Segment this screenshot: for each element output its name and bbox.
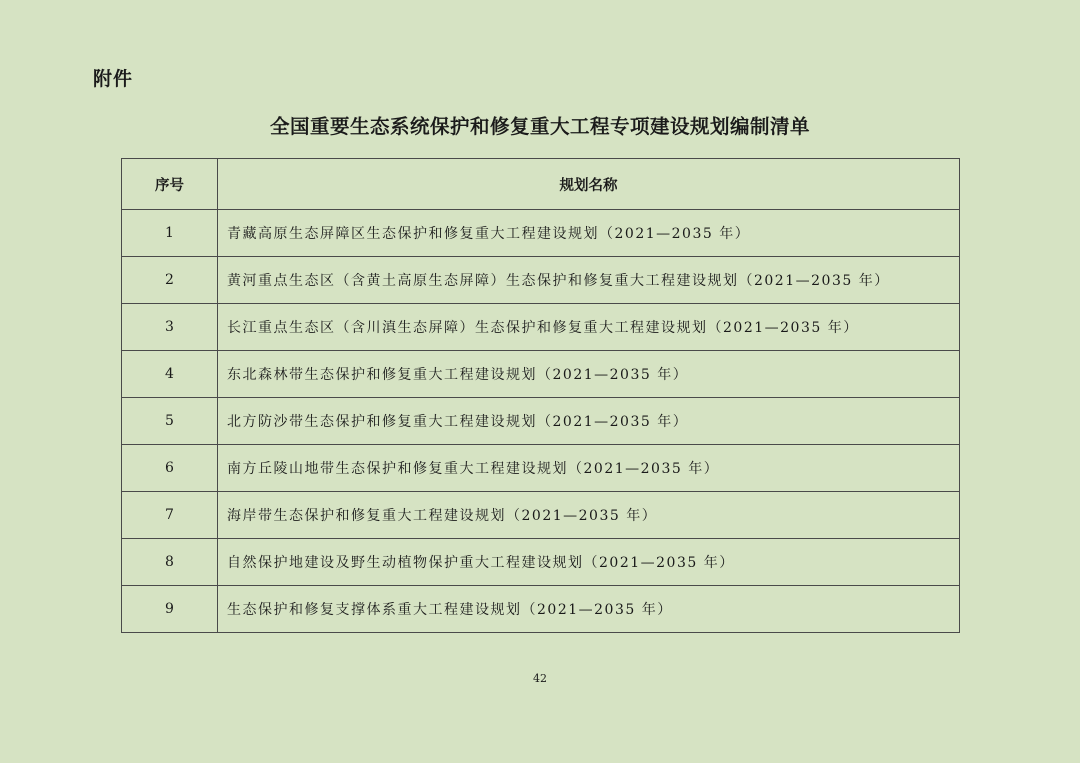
plan-name: 自然保护地建设及野生动植物保护重大工程建设规划（2021—2035 年） bbox=[218, 539, 960, 586]
row-number: 7 bbox=[122, 492, 218, 539]
page-number: 42 bbox=[533, 672, 547, 685]
row-number: 5 bbox=[122, 398, 218, 445]
document-title: 全国重要生态系统保护和修复重大工程专项建设规划编制清单 bbox=[269, 115, 810, 138]
plan-name: 生态保护和修复支撑体系重大工程建设规划（2021—2035 年） bbox=[218, 586, 960, 633]
table-header-row bbox=[122, 159, 960, 210]
table-row bbox=[122, 492, 960, 539]
row-number: 3 bbox=[122, 304, 218, 351]
table-row bbox=[122, 304, 960, 351]
attachment-label: 附件 bbox=[93, 68, 134, 90]
plan-name: 南方丘陵山地带生态保护和修复重大工程建设规划（2021—2035 年） bbox=[218, 445, 960, 492]
table-row bbox=[122, 351, 960, 398]
row-number: 4 bbox=[122, 351, 218, 398]
table-row bbox=[122, 210, 960, 257]
plan-name: 青藏高原生态屏障区生态保护和修复重大工程建设规划（2021—2035 年） bbox=[218, 210, 960, 257]
table-row bbox=[122, 257, 960, 304]
plan-name: 海岸带生态保护和修复重大工程建设规划（2021—2035 年） bbox=[218, 492, 960, 539]
plan-name: 黄河重点生态区（含黄土高原生态屏障）生态保护和修复重大工程建设规划（2021—2035 年） bbox=[218, 257, 960, 304]
row-number: 2 bbox=[122, 257, 218, 304]
header-serial-number: 序号 bbox=[122, 159, 218, 210]
table-row bbox=[122, 539, 960, 586]
row-number: 1 bbox=[122, 210, 218, 257]
plan-name: 北方防沙带生态保护和修复重大工程建设规划（2021—2035 年） bbox=[218, 398, 960, 445]
row-number: 6 bbox=[122, 445, 218, 492]
row-number: 8 bbox=[122, 539, 218, 586]
header-plan-name: 规划名称 bbox=[218, 159, 960, 210]
table-row bbox=[122, 398, 960, 445]
plan-name: 长江重点生态区（含川滇生态屏障）生态保护和修复重大工程建设规划（2021—2035 年） bbox=[218, 304, 960, 351]
table-row bbox=[122, 445, 960, 492]
table-row bbox=[122, 586, 960, 633]
plan-list-table bbox=[121, 158, 960, 633]
row-number: 9 bbox=[122, 586, 218, 633]
plan-name: 东北森林带生态保护和修复重大工程建设规划（2021—2035 年） bbox=[218, 351, 960, 398]
